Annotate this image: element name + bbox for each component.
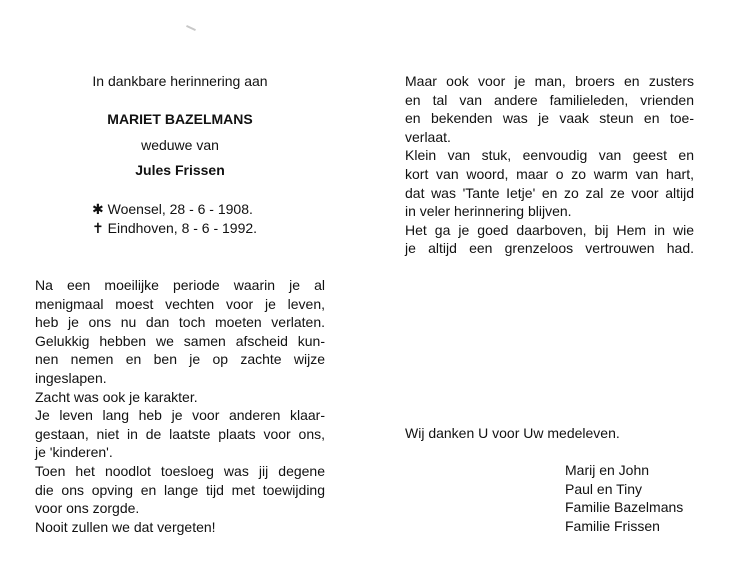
signature-line: Marij en John [565,462,650,478]
poem-line: heb je ons nu dan toch moeten verlaten. [35,314,325,331]
poem-line: Klein van stuk, eenvoudig van geest en [405,147,694,164]
poem-line: verlaat. [405,128,451,145]
poem-line: je 'kinderen'. [35,444,113,461]
relation-text: weduwe van [141,137,219,153]
spouse-name: Jules Frissen [135,162,225,178]
poem-line: in veler herinnering blijven. [405,203,572,220]
deceased-name: MARIET BAZELMANS [107,111,253,127]
poem-line: je altijd een grenzeloos vertrouwen had. [405,240,694,257]
poem-line: kort van woord, maar o zo warm van hart, [405,165,694,182]
intro-text: In dankbare herinnering aan [92,73,268,89]
poem-line: Gelukkig hebben we samen afscheid kun- [35,332,325,349]
signature-line: Familie Frissen [565,517,660,534]
poem-line: Het ga je goed daarboven, bij Hem in wie [405,221,694,238]
poem-line: gestaan, niet in de laatste plaats voor ons, [35,425,325,442]
signature-line: Paul en Tiny [565,480,643,497]
poem-line: Na een moeilijke periode waarin je al [35,277,325,293]
poem-line: en bekenden was je vaak steun en toe- [405,110,694,127]
death-line: ✝ Eindhoven, 8 - 6 - 1992. [92,220,258,236]
left-poem [35,276,325,536]
poem-line: voor ons zorgde. [35,500,140,517]
poem-line: dat was 'Tante Ietje' en zo zal ze voor altijd [405,184,694,201]
right-poem [405,72,694,258]
thanks-text: Wij danken U voor Uw medeleven. [405,425,620,441]
poem-line: die ons opving en lange tijd met toewijding [35,481,325,498]
signatures [565,461,683,535]
poem-line: Je leven lang heb je voor anderen klaar- [35,407,325,424]
print-speck [186,25,196,31]
signature-line: Familie Bazelmans [565,499,684,516]
poem-line: Nooit zullen we dat vergeten! [35,518,216,535]
poem-line: en tal van andere familieleden, vrienden [405,91,694,108]
poem-line: nen nemen en ben je op zachte wijze [35,351,325,368]
poem-line: Maar ook voor je man, broers en zusters [405,73,694,89]
poem-line: ingeslapen. [35,369,107,386]
poem-line: Zacht was ook je karakter. [35,388,198,405]
poem-line: Toen het noodlot toesloeg was jij degene [35,462,325,479]
poem-line: menigmaal moest vechten voor je leven, [35,295,325,312]
birth-line: ✱ Woensel, 28 - 6 - 1908. [92,201,253,217]
